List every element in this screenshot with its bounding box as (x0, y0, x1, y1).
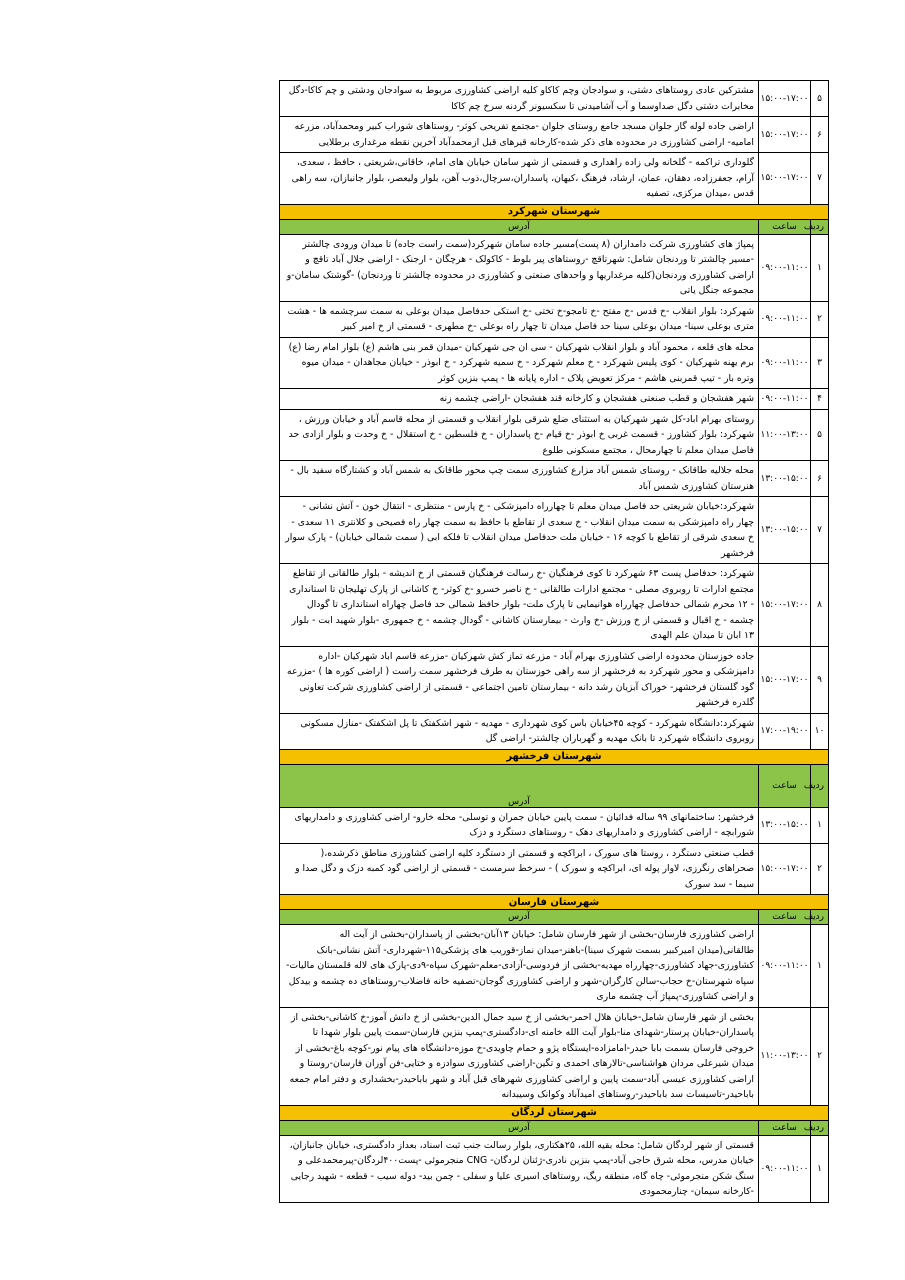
outage-area: بخشی از شهر فارسان شامل-خیابان هلال احمر-بخشی از خ سید جمال الدین-بخشی از خ دانش آموز-خ کاشانی-بخشی از پاسداران-خیابان پرستار-شهدای منا-بلوار آیت الله خامنه ای-دادگستری-پمپ بنزین فارسان-سمت پایین بلوار شهدا تا خروجی فارسان بسمت بابا حیدر-امامزاده-ایستگاه پژو و حمام چاویدی-خ موزه-دانشگاه های پیام نور-کوچه باغ-بخشی از میدان شیرعلی مردان هواشناسی-تالارهای احمدی و تگین-اراضی کشاورزی سوادزه و ختایی-فن آوران فارسان-روستا و اراضی کشاورزی عیسی آباد-سمت پایین و اراضی کشاورزی شهرهای قبل آباد و شهر باباحیدر-بخشداری و دفتر امام جمعه باباحیدر-تاسیسات سد باباحیدر-روستاهای امیدآباد وکوانک وسیبدانه (280, 1007, 759, 1105)
time-range: ۰۹:۰۰-۱۱:۰۰ (759, 337, 811, 389)
outage-area: شهرکرد: بلوار انقلاب -خ قدس -خ مفتح -خ تامجو-خ تختی -خ استکی حدفاصل میدان بوعلی به سمت سرچشمه ها - هشت متری بوعلی سینا- میدان بوعلی سینا حد فاصل میدان تا چهار راه بوعلی -خ مطهری - قسمتی از خ امیر کبیر (280, 301, 759, 337)
row-number: ۵ (811, 409, 829, 461)
outage-area: شهرکرد:خیابان شریعتی حد فاصل میدان معلم تا چهارراه دامپزشکی - خ پارس - منتظری - انتقال خون - آتش نشانی - چهار راه دامپزشکی به سمت میدان انقلاب - خ سعدی از تقاطع با حافظ به سمت چهار راه فصیحی و کلانتری ۱۱ سعدی - خ سعدی شرقی از تقاطع با کوچه ۱۶ - خیابان ملت حدفاصل میدان انقلاب تا فلکه ابی ( سمت شمالی خیابان) - پارک سوار فرخشهر (280, 497, 759, 564)
city-title: شهرستان لردگان (280, 1105, 829, 1120)
city-title-row (280, 204, 829, 219)
column-header-row (280, 1120, 829, 1135)
row-number: ۲ (811, 843, 829, 895)
city-title: شهرستان شهرکرد (280, 204, 829, 219)
city-title: شهرستان فرخشهر (280, 749, 829, 764)
table-row (280, 301, 829, 337)
time-range: ۱۷:۰۰-۱۹:۰۰ (759, 713, 811, 749)
outage-area: جاده خوزستان محدوده اراضی کشاورزی بهرام آباد - مزرعه تماز کش شهرکیان -مزرعه قاسم اباد شهرکیان -اداره دامپزشکی و محور شهرکرد به فرخشهر از سه راهی خوزستان به طرف فرخشهر سمت راست ( اراضی کوره ها ) -مزرعه گود گلستان فرخشهر- خوراک آبزیان رشد دانه - بیمارستان تامین اجتماعی - قسمتی از اراضی کشاورزی شرکت تعاونی گلدره فرخشهر (280, 646, 759, 713)
column-header-row (280, 910, 829, 925)
table-row (280, 497, 829, 564)
time-range: ۰۹:۰۰-۱۱:۰۰ (759, 234, 811, 301)
row-number: ۷ (811, 497, 829, 564)
table-row (280, 925, 829, 1008)
table-row (280, 234, 829, 301)
outage-area: اراضی کشاورزی فارسان-بخشی از شهر فارسان شامل: خیابان ۱۳آبان-بخشی از پاسداران-بخشی از آیت اله طالقانی(میدان امیرکبیر بسمت شهرک سینا)-باهنر-میدان نماز-قوریب های پزشکی۱۱۵-شهرداری- آتش نشانی-بانک کشاورزی-جهاد کشاورزی-چهارراه مهدیه-بخشی از فردوسی-آزادی-معلم-شهرک سپاه-۹دی-پارک های لاله قلمستان مالیات-سپاه شهرستان-خ حجاب-سالن کارگران-شهر و اراضی کشاورزی گوجان-تصفیه خانه فاضلاب-روستاهای ده چشمه و بیدکل و اراضی کشاورزی-پمپاژ آب چشمه ماری (280, 925, 759, 1008)
outage-area: مشترکین عادی روستاهای دشتی، و سوادجان وچم کاکاو کلیه اراضی کشاورزی مربوط به سوادجان ودشتی و چم کاکا-دگل مخابرات دشتی دگل صداوسما و آب آشامیدنی تا سکسیونر گردنه سرخ چم کاکا (280, 81, 759, 117)
outage-area: فرخشهر: ساختمانهای ۹۹ ساله فدائیان - سمت پایین خیابان جمران و توسلی- محله خارو- اراضی کشاورزی و دامداریهای شورابچه - اراضی کشاورزی و دامداریهای دهک - روستاهای دستگرد و دزک (280, 807, 759, 843)
row-number: ۳ (811, 337, 829, 389)
address-header: آدرس (280, 764, 759, 807)
outage-area: محله جلالیه طاقانک - روستای شمس آباد مزارع کشاورزی سمت چپ محور طاقانک به شمس آباد و کشتارگاه سفید بال - هنرستان کشاورزی شمس آباد (280, 461, 759, 497)
table-row (280, 564, 829, 647)
table-row (280, 461, 829, 497)
city-title: شهرستان فارسان (280, 895, 829, 910)
outage-schedule-table (279, 80, 829, 1203)
city-title-row (280, 749, 829, 764)
table-row (280, 1007, 829, 1105)
time-range: ۱۵:۰۰-۱۷:۰۰ (759, 564, 811, 647)
schedule-body (280, 81, 829, 1203)
outage-area: قسمتی از شهر لردگان شامل: محله بقیه الله، ۲۵هکتاری، بلوار رسالت جنب ثبت اسناد، بعداز دادگستری، خیابان جانبازان، خیابان مدرس، محله شرق حاجی آباد-پمپ بنزین نادری-ژئنان لردگان- CNG منجرموئی -پست۴۰۰لردگان-پیرمحمدعلی و سنگ شکن منجرموئی- چاه گاه، منطقه ریگ، روستاهای اسیری علیا و سفلی - چمن بید- دوله سیب - قطعه - شهید رجایی -کارخانه سیمان- چنارمحمودی (280, 1135, 759, 1202)
row-number: ۱ (811, 1135, 829, 1202)
outage-area: شهر هفشجان و قطب صنعتی هفشجان و کارخانه قند هفشجان -اراضی چشمه زنه (280, 389, 759, 410)
column-header-row (280, 219, 829, 234)
time-range: ۰۹:۰۰-۱۱:۰۰ (759, 925, 811, 1008)
row-number: ۸ (811, 564, 829, 647)
row-number: ۶ (811, 461, 829, 497)
column-header-row (280, 764, 829, 807)
row-number: ۷ (811, 153, 829, 205)
table-row (280, 1135, 829, 1202)
address-header: آدرس (280, 910, 759, 925)
time-range: ۱۵:۰۰-۱۷:۰۰ (759, 843, 811, 895)
time-range: ۱۳:۰۰-۱۵:۰۰ (759, 807, 811, 843)
table-row (280, 843, 829, 895)
time-header: ساعت (759, 1120, 811, 1135)
time-range: ۱۵:۰۰-۱۷:۰۰ (759, 81, 811, 117)
row-number: ۹ (811, 646, 829, 713)
outage-area: اراضی جاده لوله گاز جلوان مسجد جامع روستای جلوان -مجتمع تفریحی کوثر- روستاهای شوراب کبیر ومحمدآباد، مزرعه امامیه- اراضی کشاورزی در محدوده های ذکر شده-کارخانه قیرهای قبل ازمحمدآباد آخرین نقطه مرغداری برطلایی (280, 117, 759, 153)
time-range: ۱۱:۰۰-۱۳:۰۰ (759, 409, 811, 461)
table-row (280, 646, 829, 713)
time-range: ۱۵:۰۰-۱۷:۰۰ (759, 646, 811, 713)
time-range: ۱۳:۰۰-۱۵:۰۰ (759, 461, 811, 497)
time-range: ۰۹:۰۰-۱۱:۰۰ (759, 301, 811, 337)
outage-schedule-sheet (279, 80, 829, 1203)
time-range: ۱۵:۰۰-۱۷:۰۰ (759, 153, 811, 205)
time-range: ۱۳:۰۰-۱۵:۰۰ (759, 497, 811, 564)
time-range: ۱۵:۰۰-۱۷:۰۰ (759, 117, 811, 153)
row-number: ۱ (811, 925, 829, 1008)
outage-area: قطب صنعتی دستگرد ، روستا های سورک ، ابراکچه و قسمتی از دستگرد کلیه اراضی کشاورزی مناطق ذکرشده،( صحراهای رنگرزی، لاوار پوله ای، ابراکچه و سورک ) - سرخط سرمست - قسمتی از اراضی گود کمبه دزک و دگل صدا و سیما - سد سورک (280, 843, 759, 895)
city-title-row (280, 895, 829, 910)
time-header: ساعت (759, 764, 811, 807)
table-row (280, 117, 829, 153)
row-number-header: ردیف (811, 764, 829, 807)
table-row (280, 153, 829, 205)
table-row (280, 389, 829, 410)
row-number: ۶ (811, 117, 829, 153)
outage-area: شهرکرد: حدفاصل پست ۶۳ شهرکرد تا کوی فرهنگیان -خ رسالت فرهنگیان قسمتی از خ اندیشه - بلوار طالقانی از تقاطع مجتمع ادارات تا روبروی مصلی - مجتمع ادارات طالقانی - خ ناصر خسرو -خ کوثر- خ کاشانی از پارک تهلیجان تا استانداری - ۱۲ محرم شمالی حدفاصل چهارراه هوانیمایی تا پارک ملت- بلوار حافظ شمالی حد فاصل چهاراه استانداری تا گودال چشمه - خ اقبال و قسمتی از خ ورزش -خ وارث - بیمارستان کاشانی - گودال چشمه - خ جمهوری -بلوار شهید ابت - بلوار ۱۳ ابان تا میدان علم الهدی (280, 564, 759, 647)
table-row (280, 713, 829, 749)
row-number: ۲ (811, 1007, 829, 1105)
table-row (280, 409, 829, 461)
city-title-row (280, 1105, 829, 1120)
row-number: ۲ (811, 301, 829, 337)
time-range: ۱۱:۰۰-۱۳:۰۰ (759, 1007, 811, 1105)
outage-area: گلوداری تراکمه - گلخانه ولی زاده راهداری و قسمتی از شهر سامان خیابان های امام، خاقانی،شریعتی ، حافظ ، سعدی، آرام، جعفرزاده، دهقان، عمان، ارشاد، فرهنگ ،کیهان، پاسداران،سرچال،ذوب آهن، بلوار ولیعصر، بلوار جانبازان، سه راهی قدس ،میدان مرکزی، تصفیه (280, 153, 759, 205)
row-number: ۱ (811, 807, 829, 843)
row-number-header: ردیف (811, 1120, 829, 1135)
row-number: ۵ (811, 81, 829, 117)
row-number: ۴ (811, 389, 829, 410)
outage-area: روستای بهرام اباد-کل شهر شهرکیان به استثنای ضلع شرقی بلوار انقلاب و قسمتی از محله قاسم آباد و خیابان ورزش ، شهرکرد: بلوار کشاورز - قسمت غربی خ ابوذر -خ قیام -خ پاسداران - خ فلسطین - خ استقلال - خ وحدت و بلوار ازادی حد فاصل میدان معلم تا چهارمحال ، مجتمع مسکونی طلوع (280, 409, 759, 461)
time-range: ۰۹:۰۰-۱۱:۰۰ (759, 1135, 811, 1202)
row-number-header: ردیف (811, 910, 829, 925)
outage-area: محله های قلعه ، محمود آباد و بلوار انقلاب شهرکیان - سی ان جی شهرکیان -میدان قمر بنی هاشم (ع) بلوار امام رضا (ع) برم یهنه شهرکیان - کوی پلیس شهرکرد - خ معلم شهرکرد - خ سمیه شهرکرد - خ ابوذر - خیابان مجاهدان - میدان میوه وتره بار - تیپ قمربنی هاشم - مرکز تعویض پلاک - اداره پایانه ها - پمپ بنزین کوثر (280, 337, 759, 389)
row-number: ۱ (811, 234, 829, 301)
time-range: ۰۹:۰۰-۱۱:۰۰ (759, 389, 811, 410)
time-header: ساعت (759, 219, 811, 234)
outage-area: پمپاژ های کشاورزی شرکت دامداران (۸ پست)مسیر جاده سامان شهرکرد(سمت راست جاده) تا میدان ورودی چالشتر -مسیر چالشتر تا وردنجان شامل: شهرتاقچ -روستاهای پیر بلوط - کاکولک - هرچگان - ارجنک - اراضی جلال آباد تاقچ و اراضی کشاورزی وردنجان(کلیه مرغداریها و واحدهای صنعتی و کشاورزی در محدوده چالشتر تا وردنجان) -گوشتک سامان-و مجموعه جنگل یاتی (280, 234, 759, 301)
table-row (280, 807, 829, 843)
address-header: آدرس (280, 219, 759, 234)
row-number-header: ردیف (811, 219, 829, 234)
outage-area: شهرکرد:دانشگاه شهرکرد - کوچه ۴۵خیابان باس کوی شهرداری - مهدیه - شهر اشکفتک تا پل اشکفتک -منازل مسکونی روبروی دانشگاه شهرکرد تا بانک مهدیه و گهرباران چالشتر- اراضی گل (280, 713, 759, 749)
table-row (280, 81, 829, 117)
table-row (280, 337, 829, 389)
address-header: آدرس (280, 1120, 759, 1135)
row-number: ۱۰ (811, 713, 829, 749)
time-header: ساعت (759, 910, 811, 925)
